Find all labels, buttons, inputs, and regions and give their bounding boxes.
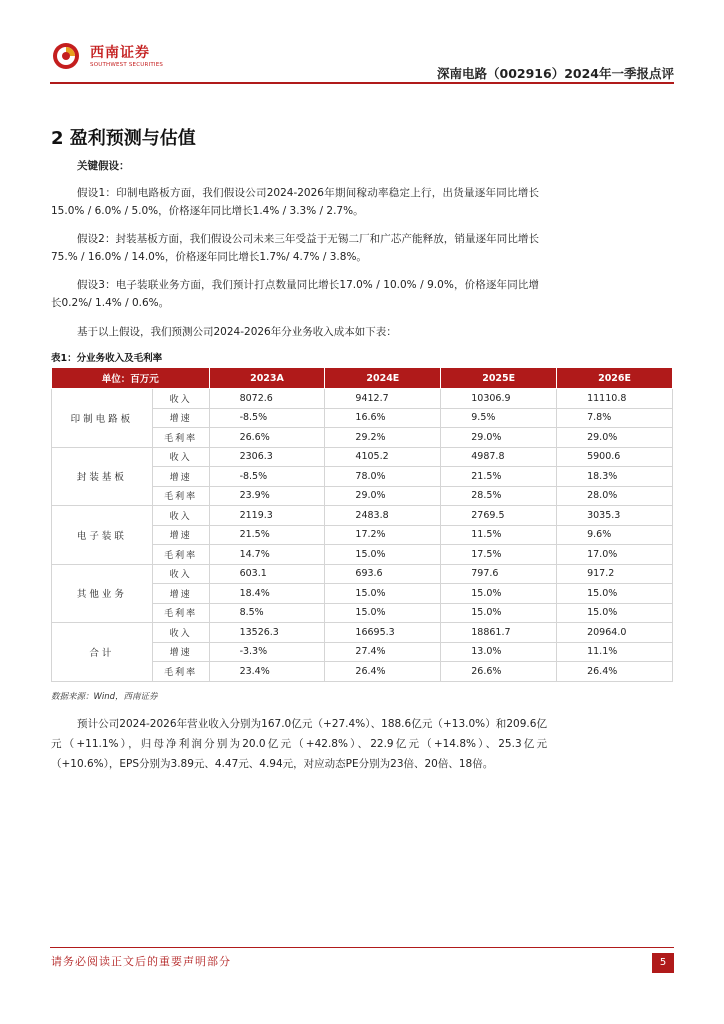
- table-cell: 2769.5: [441, 506, 557, 526]
- table-cell: 20964.0: [557, 623, 673, 643]
- data-source-note: 数据来源：Wind，西南证券: [51, 692, 158, 702]
- company-logo: [50, 40, 170, 76]
- table-cell: 4105.2: [325, 447, 441, 467]
- table-cell: 8072.6: [209, 389, 325, 409]
- table-header-row: [52, 368, 673, 389]
- metric-label: 毛利率: [152, 545, 209, 565]
- header-divider: [50, 82, 674, 84]
- table-cell: 15.0%: [325, 545, 441, 565]
- table-cell: 16695.3: [325, 623, 441, 643]
- table-cell: 693.6: [325, 564, 441, 584]
- table-cell: 18.3%: [557, 467, 673, 487]
- table-cell: 23.9%: [209, 486, 325, 506]
- table-cell: 23.4%: [209, 662, 325, 682]
- footer-disclaimer: 请务必阅读正文后的重要声明部分: [51, 955, 231, 968]
- metric-label: 增速: [152, 408, 209, 428]
- table-row: [52, 447, 673, 467]
- table-cell: 17.2%: [325, 525, 441, 545]
- table-cell: 26.4%: [325, 662, 441, 682]
- column-header: 2026E: [557, 368, 673, 389]
- table-cell: 29.2%: [325, 428, 441, 448]
- metric-label: 毛利率: [152, 603, 209, 623]
- unit-header: 单位：百万元: [52, 368, 210, 389]
- metric-label: 收入: [152, 564, 209, 584]
- table-cell: 13526.3: [209, 623, 325, 643]
- section-title: 2 盈利预测与估值: [51, 128, 196, 149]
- table-cell: 29.0%: [557, 428, 673, 448]
- assumption-1: 假设1：印制电路板方面，我们假设公司2024-2026年期间稼动率稳定上行，出货量逐年同比增长15.0% / 6.0% / 5.0%，价格逐年同比增长1.4% / 3.3% / 2.7%。: [51, 187, 539, 217]
- table-cell: 26.6%: [209, 428, 325, 448]
- table-cell: 11110.8: [557, 389, 673, 409]
- table-cell: 18.4%: [209, 584, 325, 604]
- table-cell: 3035.3: [557, 506, 673, 526]
- table-row: [52, 564, 673, 584]
- column-header: 2023A: [209, 368, 325, 389]
- segment-label: 电子装联: [52, 506, 153, 565]
- table-cell: 2483.8: [325, 506, 441, 526]
- logo-english-name: SOUTHWEST SECURITIES: [90, 62, 164, 68]
- segment-revenue-table: [51, 367, 673, 682]
- metric-label: 增速: [152, 584, 209, 604]
- assumption-2: 假设2：封装基板方面，我们假设公司未来三年受益于无锡二厂和广芯产能释放，销量逐年同比增长75.% / 16.0% / 14.0%，价格逐年同比增长1.7%/ 4.7% / 3.8%。: [51, 233, 539, 263]
- segment-label: 其他业务: [52, 564, 153, 623]
- table-cell: 29.0%: [441, 428, 557, 448]
- table-cell: 15.0%: [557, 603, 673, 623]
- table-cell: 603.1: [209, 564, 325, 584]
- table-cell: 15.0%: [325, 603, 441, 623]
- table-cell: 16.6%: [325, 408, 441, 428]
- table-cell: -8.5%: [209, 467, 325, 487]
- segment-label: 封装基板: [52, 447, 153, 506]
- metric-label: 毛利率: [152, 486, 209, 506]
- metric-label: 增速: [152, 642, 209, 662]
- table-cell: 2119.3: [209, 506, 325, 526]
- table-cell: 28.0%: [557, 486, 673, 506]
- table-caption: 表1：分业务收入及毛利率: [51, 353, 163, 364]
- footer-divider: [50, 947, 674, 948]
- page-header: [50, 40, 674, 82]
- table-cell: 15.0%: [441, 603, 557, 623]
- table-cell: 9.5%: [441, 408, 557, 428]
- table-cell: 7.8%: [557, 408, 673, 428]
- metric-label: 收入: [152, 623, 209, 643]
- metric-label: 收入: [152, 447, 209, 467]
- table-row: [52, 389, 673, 409]
- table-cell: 8.5%: [209, 603, 325, 623]
- table-cell: 9412.7: [325, 389, 441, 409]
- page-number: 5: [652, 953, 674, 973]
- table-cell: 15.0%: [441, 584, 557, 604]
- table-cell: 11.1%: [557, 642, 673, 662]
- table-cell: 9.6%: [557, 525, 673, 545]
- metric-label: 增速: [152, 525, 209, 545]
- forecast-paragraph: 预计公司2024-2026年营业收入分别为167.0亿元（+27.4%）、188.6亿元（+13.0%）和209.6亿元（+11.1%），归母净利润分别为20.0亿元（+42.8%）、22.9亿元（+14.8%）、25.3亿元（+10.6%），EPS分别为3.89元、4.47元、4.94元，对应动态PE分别为23倍、20倍、18倍。: [51, 718, 547, 770]
- segment-label: 印制电路板: [52, 389, 153, 448]
- table-cell: 26.6%: [441, 662, 557, 682]
- table-cell: 10306.9: [441, 389, 557, 409]
- column-header: 2024E: [325, 368, 441, 389]
- metric-label: 毛利率: [152, 662, 209, 682]
- table-cell: 21.5%: [209, 525, 325, 545]
- table-cell: 28.5%: [441, 486, 557, 506]
- table-cell: 4987.8: [441, 447, 557, 467]
- table-cell: -3.3%: [209, 642, 325, 662]
- table-cell: 15.0%: [325, 584, 441, 604]
- table-intro: 基于以上假设，我们预测公司2024-2026年分业务收入成本如下表：: [77, 326, 397, 338]
- key-assumptions-heading: 关键假设：: [77, 160, 130, 172]
- table-cell: 18861.7: [441, 623, 557, 643]
- table-cell: 17.5%: [441, 545, 557, 565]
- logo-emblem-icon: [52, 42, 80, 70]
- table-cell: 27.4%: [325, 642, 441, 662]
- assumption-3: 假设3：电子装联业务方面，我们预计打点数量同比增长17.0% / 10.0% / 9.0%，价格逐年同比增长0.2%/ 1.4% / 0.6%。: [51, 279, 539, 309]
- table-cell: -8.5%: [209, 408, 325, 428]
- metric-label: 增速: [152, 467, 209, 487]
- table-cell: 21.5%: [441, 467, 557, 487]
- table-cell: 797.6: [441, 564, 557, 584]
- table-cell: 17.0%: [557, 545, 673, 565]
- table-cell: 78.0%: [325, 467, 441, 487]
- table-cell: 5900.6: [557, 447, 673, 467]
- metric-label: 收入: [152, 506, 209, 526]
- table-cell: 13.0%: [441, 642, 557, 662]
- column-header: 2025E: [441, 368, 557, 389]
- table-cell: 15.0%: [557, 584, 673, 604]
- table-cell: 917.2: [557, 564, 673, 584]
- table-cell: 14.7%: [209, 545, 325, 565]
- table-row: [52, 623, 673, 643]
- table-cell: 11.5%: [441, 525, 557, 545]
- logo-chinese-name: 西南证券: [90, 45, 150, 61]
- metric-label: 收入: [152, 389, 209, 409]
- report-title: 深南电路（002916）2024年一季报点评: [437, 66, 674, 81]
- table-row: [52, 506, 673, 526]
- table-cell: 29.0%: [325, 486, 441, 506]
- table-cell: 26.4%: [557, 662, 673, 682]
- table-cell: 2306.3: [209, 447, 325, 467]
- metric-label: 毛利率: [152, 428, 209, 448]
- segment-label: 合计: [52, 623, 153, 682]
